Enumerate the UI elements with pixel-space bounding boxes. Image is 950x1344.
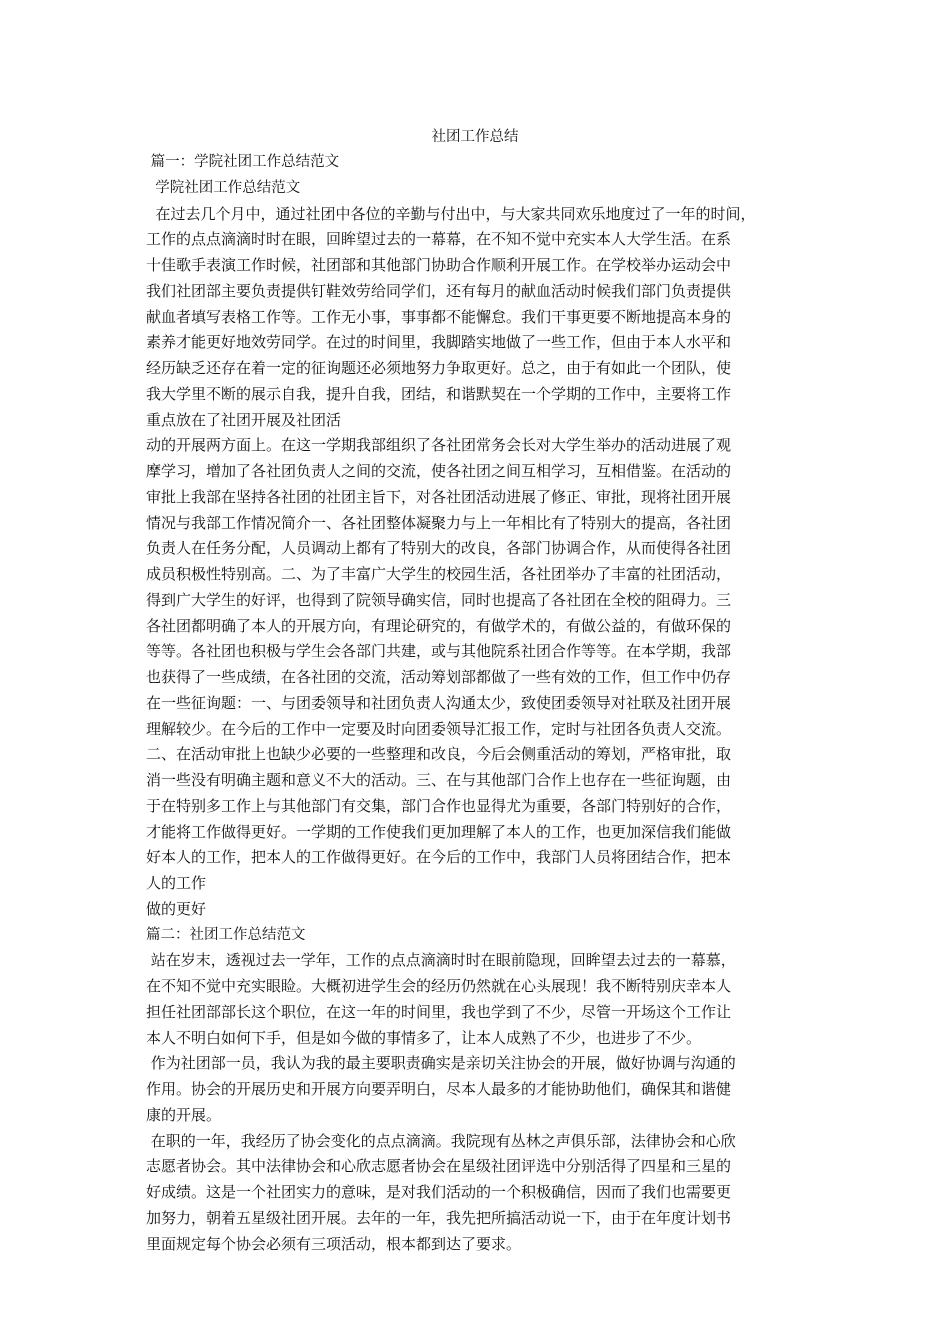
text-line: 各社团都明确了本人的开展方向，有理论研究的，有做学术的，有做公益的，有做环保的 (146, 616, 732, 635)
text-line: 理解较少。在今后的工作中一定要及时向团委领导汇报工作，定时与社团各负责人交流。 (146, 719, 732, 738)
text-line: 消一些没有明确主题和意义不大的活动。三、在与其他部门合作上也存在一些征询题，由 (146, 771, 732, 789)
text-line: 献血者填写表格工作等。工作无小事，事事都不能懈怠。我们干事更要不断地提高本身的 (146, 307, 732, 326)
text-line: 志愿者协会。其中法律协会和心欣志愿者协会在星级社团评选中分别活得了四星和三星的 (146, 1157, 732, 1176)
text-line: 摩学习，增加了各社团负责人之间的交流，使各社团之间互相学习，互相借鉴。在活动的 (146, 462, 732, 480)
text-line: 好成绩。这是一个社团实力的意味，是对我们活动的一个积极确信，因而了我们也需要更 (146, 1183, 732, 1201)
text-line: 好本人的工作，把本人的工作做得更好。在今后的工作中，我部门人员将团结合作，把本 (146, 848, 732, 867)
text-line: 学院社团工作总结范文 (146, 179, 301, 196)
text-line: 重点放在了社团开展及社团活 (146, 410, 342, 429)
text-line: 素养才能更好地效劳同学。在过的时间里，我脚踏实地做了一些工作，但由于本人水平和 (146, 333, 732, 352)
text-line: 作用。协会的开展历史和开展方向要弄明白，尽本人最多的才能协助他们，确保其和谐健 (146, 1080, 732, 1098)
text-line: 经历缺乏还存在着一定的征询题还必须地努力争取更好。总之，由于有如此一个团队，使 (146, 359, 732, 377)
text-line: 也获得了一些成绩，在各社团的交流，活动筹划部都做了一些有效的工作，但工作中仍存 (146, 668, 732, 686)
text-line: 得到广大学生的好评，也得到了院领导确实信，同时也提高了各社团在全校的阻碍力。三 (146, 590, 732, 609)
text-line: 作为社团部一员，我认为我的最主要职责确实是亲切关注协会的开展，做好协调与沟通的 (146, 1054, 736, 1073)
text-line: 动的开展两方面上。在这一学期我部组织了各社团常务会长对大学生举办的活动进展了观 (146, 436, 732, 455)
text-line: 情况与我部工作情况简介一、各社团整体凝聚力与上一年相比有了特别大的提高，各社团 (146, 513, 732, 532)
text-line: 才能将工作做得更好。一学期的工作使我们更加理解了本人的工作，也更加深信我们能做 (146, 822, 732, 841)
text-line: 站在岁末，透视过去一学年，工作的点点滴滴时时在眼前隐现，回眸望去过去的一幕慕， (146, 951, 736, 970)
document-title: 社团工作总结 (431, 129, 519, 145)
text-line: 里面规定每个协会必须有三项活动，根本都到达了要求。 (146, 1234, 522, 1253)
text-line: 人的工作 (146, 874, 207, 892)
text-line: 我大学里不断的展示自我，提升自我，团结，和谐默契在一个学期的工作中，主要将工作 (146, 384, 732, 403)
text-line: 成员积极性特别高。二、为了丰富广大学生的校园生活，各社团举办了丰富的社团活动， (146, 565, 732, 583)
text-line: 担任社团部部长这个职位，在这一年的时间里，我也学到了不少，尽管一开场这个工作让 (146, 1002, 732, 1021)
document-body (146, 150, 826, 1257)
text-line: 等等。各社团也积极与学生会各部门共建，或与其他院系社团合作等等。在本学期，我部 (146, 642, 732, 661)
text-line: 负责人在任务分配，人员调动上都有了特别大的改良，各部门协调合作，从而使得各社团 (146, 539, 732, 558)
text-line: 篇一：学院社团工作总结范文 (146, 154, 340, 170)
text-line: 我们社团部主要负责提供钉鞋效劳给同学们，还有每月的献血活动时候我们部门负责提供 (146, 281, 732, 300)
text-line: 在职的一年，我经历了协会变化的点点滴滴。我院现有丛林之声俱乐部，法律协会和心欣 (146, 1131, 736, 1150)
text-line: 康的开展。 (146, 1105, 222, 1124)
text-line: 篇二：社团工作总结范文 (146, 926, 306, 943)
text-line: 二、在活动审批上也缺少必要的一些整理和改良，今后会侧重活动的筹划，严格审批，取 (146, 745, 732, 764)
text-line: 做的更好 (146, 899, 207, 918)
text-line: 于在特别多工作上与其他部门有交集，部门合作也显得尤为重要，各部门特别好的合作， (146, 796, 732, 815)
text-line: 工作的点点滴滴时时在眼，回眸望过去的一幕幕，在不知不觉中充实本人大学生活。在系 (146, 230, 732, 249)
text-line: 在一些征询题：一、与团委领导和社团负责人沟通太少，致使团委领导对社联及社团开展 (146, 693, 732, 712)
text-line: 在不知不觉中充实眼睑。大概初进学生会的经历仍然就在心头展现！我不断特别庆幸本人 (146, 977, 732, 995)
text-line: 加努力，朝着五星级社团开展。去年的一年，我先把所搞活动说一下，由于在年度计划书 (146, 1208, 732, 1227)
text-line: 审批上我部在坚持各社团的社团主旨下，对各社团活动进展了修正、审批，现将社团开展 (146, 487, 732, 506)
text-line: 本人不明白如何下手，但是如今做的事情多了，让本人成熟了不少，也进步了不少。 (146, 1028, 702, 1047)
text-line: 在过去几个月中，通过社团中各位的辛勤与付出中，与大家共同欢乐地度过了一年的时间， (146, 204, 756, 223)
text-line: 十佳歌手表演工作时候，社团部和其他部门协助合作顺利开展工作。在学校举办运动会中 (146, 256, 732, 274)
